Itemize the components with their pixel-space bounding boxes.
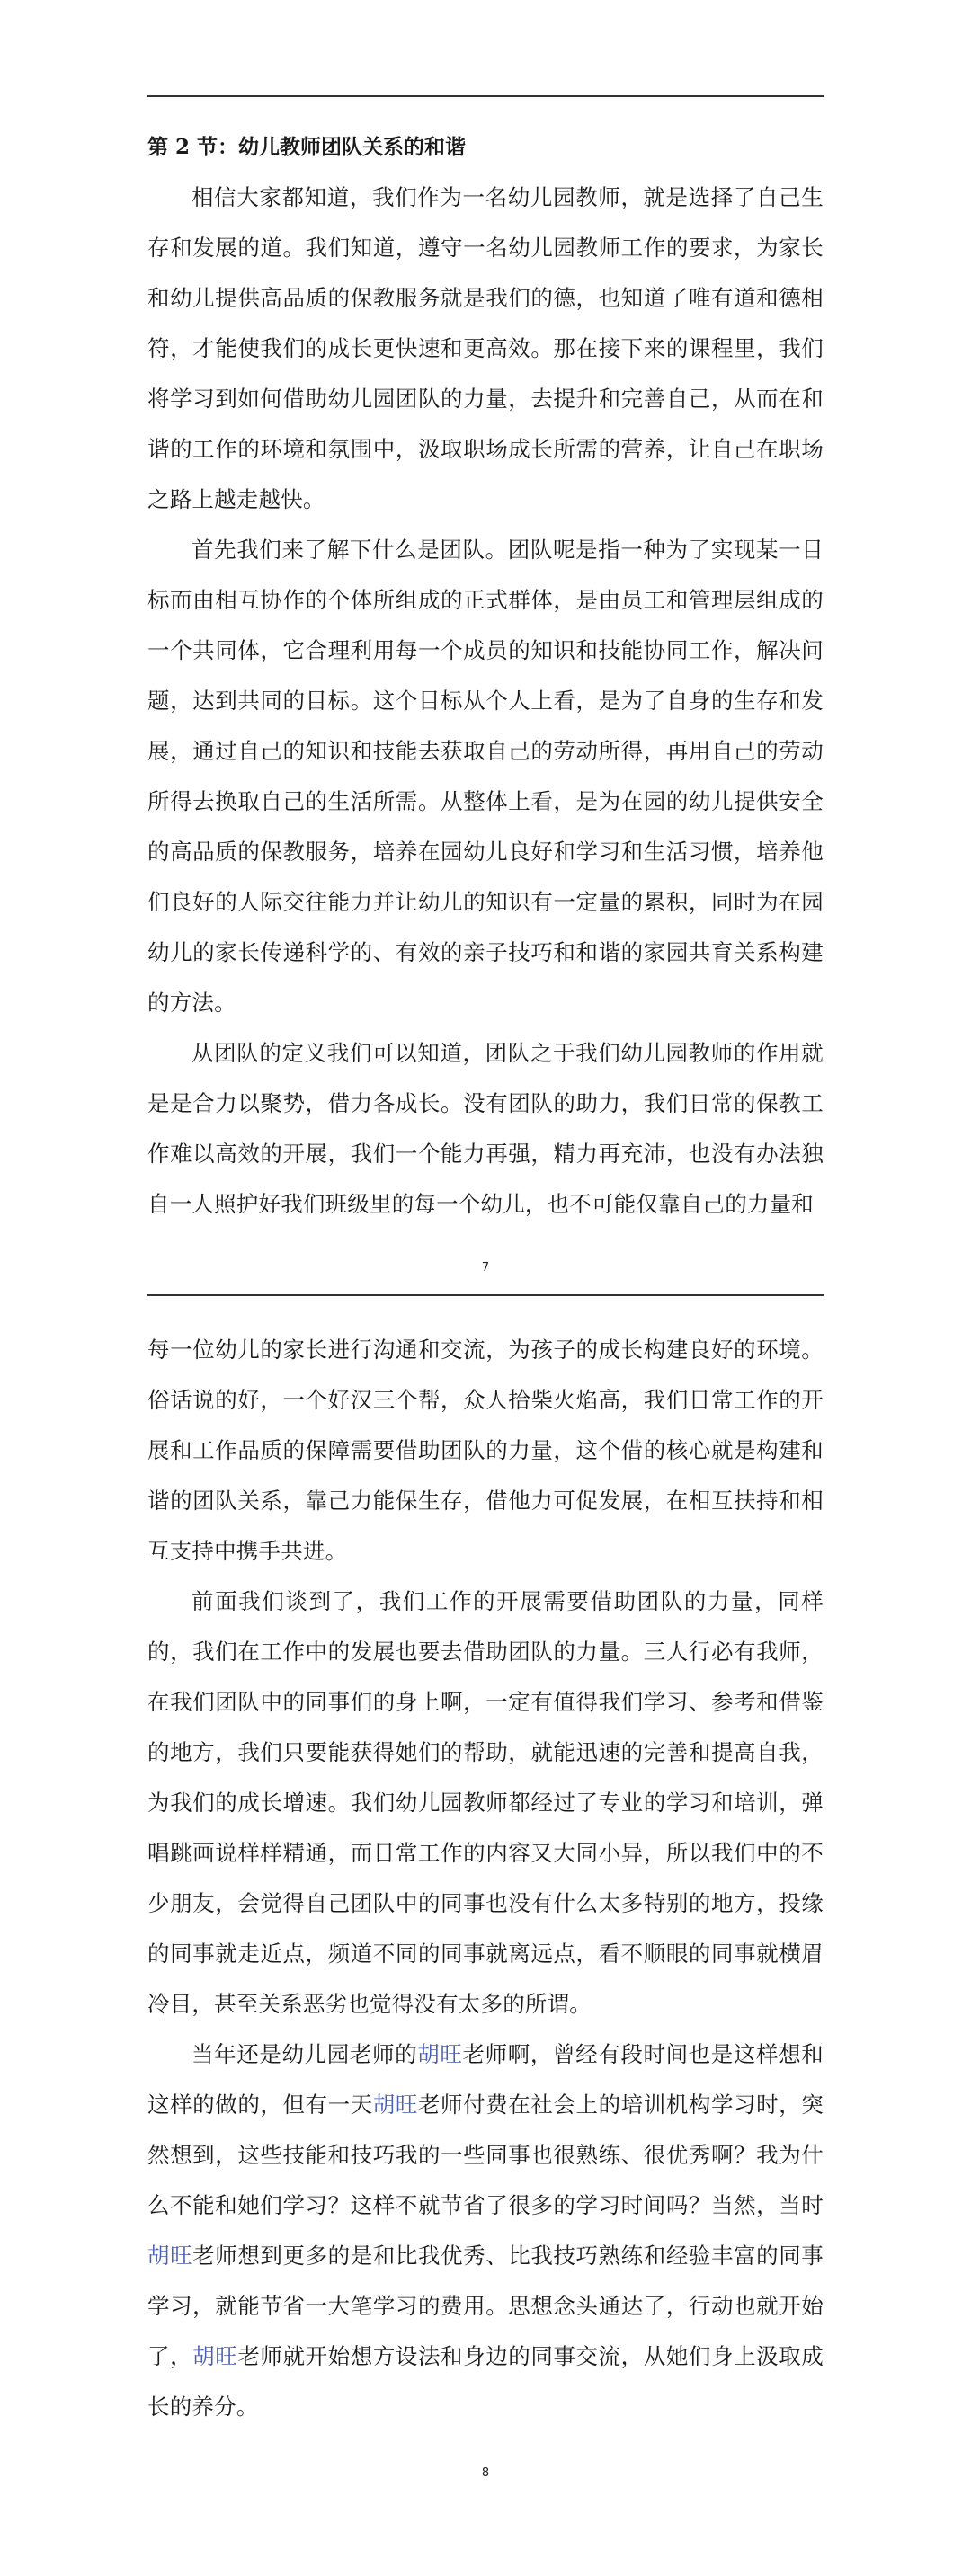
paragraph: 前面我们谈到了，我们工作的开展需要借助团队的力量，同样的，我们在工作中的发展也要去借助团队的力量。三人行必有我师，在我们团队中的同事们的身上啊，一定有值得我们学习、参考和借鉴的地方，我们只要能获得她们的帮助，就能迅速的完善和提高自我，为我们的成长增速。我们幼儿园教师都经过了专业的学习和培训，弹唱跳画说样样精通，而日常工作的内容又大同小异，所以我们中的不少朋友，会觉得自己团队中的同事也没有什么太多特别的地方，投缘的同事就走近点，频道不同的同事就离远点，看不顺眼的同事就横眉冷目，甚至关系恶劣也觉得没有太多的所谓。 [147, 1588, 824, 2017]
story-text: 老师啊，曾经有段时间也是这样想和这样的做的，但有一天 [147, 2041, 824, 2118]
story-text: 老师想到更多的是和比我优秀、比我技巧熟练和经验丰富的同事学习，就能节省一大笔学习的费用。思想念头通达了，行动也就开始了， [147, 2243, 824, 2369]
page-top-rule [147, 95, 824, 97]
paragraph: 相信大家都知道，我们作为一名幼儿园教师，就是选择了自己生存和发展的道。我们知道，遵守一名幼儿园教师工作的要求，为家长和幼儿提供高品质的保教服务就是我们的德，也知道了唯有道和德相符，才能使我们的成长更快速和更高效。那在接下来的课程里，我们将学习到如何借助幼儿园团队的力量，去提升和完善自己，从而在和谐的工作的环境和氛围中，汲取职场成长所需的营养，让自己在职场之路上越走越快。 [147, 184, 824, 512]
person-name-highlight: 胡旺 [372, 2092, 418, 2118]
person-name-highlight: 胡旺 [417, 2041, 463, 2067]
story-text: 老师就开始想方设法和身边的同事交流，从她们身上汲取成长的养分。 [147, 2343, 824, 2420]
page-top-rule [147, 1294, 824, 1296]
page-number: 8 [481, 2466, 490, 2480]
paragraph: 首先我们来了解下什么是团队。团队呢是指一种为了实现某一目标而由相互协作的个体所组成的正式群体，是由员工和管理层组成的一个共同体，它合理利用每一个成员的知识和技能协同工作，解决问题，达到共同的目标。这个目标从个人上看，是为了自身的生存和发展，通过自己的知识和技能去获取自己的劳动所得，再用自己的劳动所得去换取自己的生活所需。从整体上看，是为在园的幼儿提供安全的高品质的保教服务，培养在园幼儿良好和学习和生活习惯，培养他们良好的人际交往能力并让幼儿的知识有一定量的累积，同时为在园幼儿的家长传递科学的、有效的亲子技巧和和谐的家园共育关系构建的方法。 [147, 537, 824, 1016]
story-text: 老师付费在社会上的培训机构学习时，突然想到，这些技能和技巧我的一些同事也很熟练、很优秀啊？我为什么不能和她们学习？这样不就节省了很多的学习时间吗？当然，当时 [147, 2092, 824, 2218]
story-paragraph [147, 2030, 824, 2432]
page-7-body [147, 122, 824, 1230]
story-text: 当年还是幼儿园老师的 [192, 2041, 418, 2067]
person-name-highlight: 胡旺 [192, 2343, 238, 2369]
page-8-body [147, 1325, 824, 2432]
person-name-highlight: 胡旺 [147, 2243, 193, 2269]
paragraph: 从团队的定义我们可以知道，团队之于我们幼儿园教师的作用就是是合力以聚势，借力各成长。没有团队的助力，我们日常的保教工作难以高效的开展，我们一个能力再强，精力再充沛，也没有办法独自一人照护好我们班级里的每一个幼儿，也不可能仅靠自己的力量和 [147, 1040, 824, 1217]
paragraph: 每一位幼儿的家长进行沟通和交流，为孩子的成长构建良好的环境。俗话说的好，一个好汉三个帮，众人拾柴火焰高，我们日常工作的开展和工作品质的保障需要借助团队的力量，这个借的核心就是构建和谐的团队关系，靠己力能保生存，借他力可促发展，在相互扶持和相互支持中携手共进。 [147, 1337, 824, 1564]
page-number: 7 [481, 1261, 490, 1275]
section-title: 第 2 节：幼儿教师团队关系的和谐 [147, 135, 467, 159]
